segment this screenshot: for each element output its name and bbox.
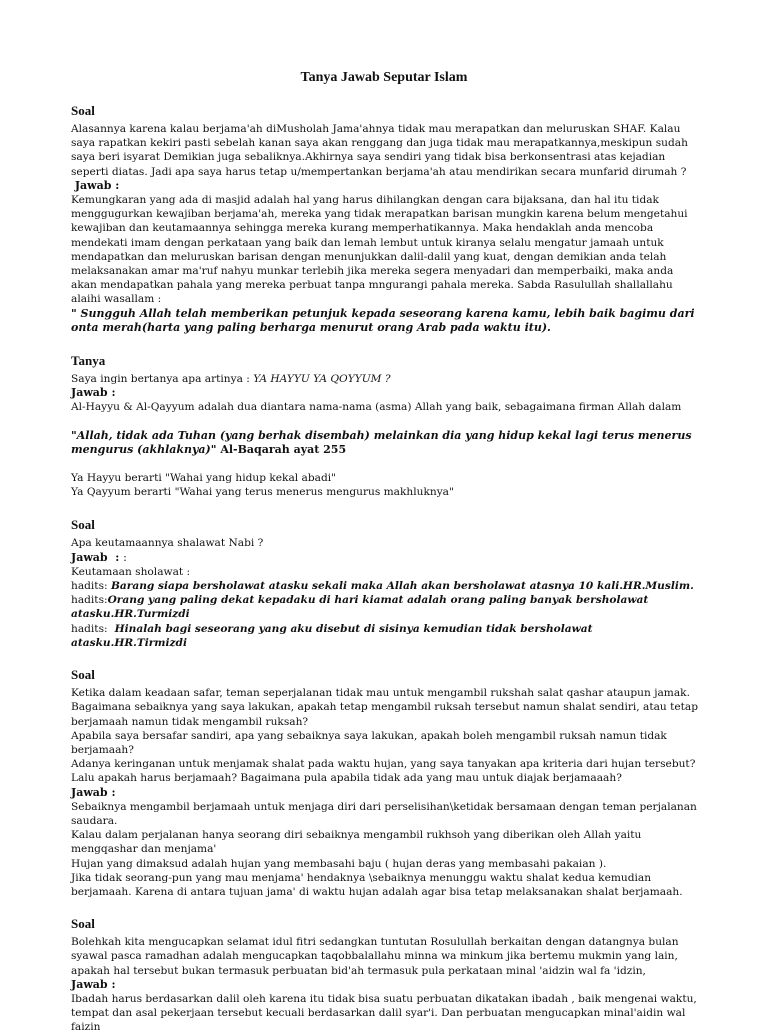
- hadith-item: [71, 579, 701, 593]
- quote-text: "Allah, tidak ada Tuhan (yang berhak disembah) melainkan dia yang hidup kekal lagi terus menerus mengurus (akhlaknya)": [71, 428, 692, 456]
- qa-section-5: [71, 915, 701, 1034]
- quran-quote: [71, 429, 701, 457]
- question-line-4: Adanya keringanan untuk menjamak shalat pada waktu hujan, yang saya tanyakan apa kriteria dari hujan tersebut?: [71, 758, 696, 771]
- question-line-1: Ketika dalam keadaan safar, teman seperjalanan tidak mau untuk mengambil rukshah salat qashar ataupun jamak.: [71, 687, 690, 700]
- qa-section-1: [71, 102, 701, 335]
- answer-label-colon: :: [123, 550, 127, 564]
- question-line-2: Bagaimana sebaiknya yang saya lakukan, apakah tetap mengambil ruksah tersebut namun shalat sendiri, atau tetap berjamaah namun tidak mengambil ruksah?: [71, 701, 699, 728]
- question-line-3: Apabila saya bersafar sandiri, apa yang sebaiknya saya lakukan, apakah boleh mengambil ruksah namun tidak berjamaah?: [71, 729, 667, 756]
- question-text: Bolehkah kita mengucapkan selamat idul fitri sedangkan tuntutan Rosulullah berkaitan dengan datangnya bulan syawal pasca ramadhan adalah mengucapkan taqobbalallahu minna wa minkum jika bertemu mukmin yang lain, apakah hal tersebut bukan termasuk perbuatan bid'ah termasuk pula perkataan minal 'aidzin wal fa 'idzin,: [71, 936, 679, 977]
- qa-section-4: [71, 666, 701, 899]
- answer-line-4: Jika tidak seorang-pun yang mau menjama' hendaknya \sebaiknya menunggu waktu shalat kedua kemudian berjamaah. Karena di antara tujuan jama' di waktu hujan adalah agar bisa tetap melaksanakan shalat berjamaah.: [71, 871, 683, 898]
- answer-label: Jawab :: [71, 386, 116, 400]
- answer-line-3: Hujan yang dimaksud adalah hujan yang membasahi baju ( hujan deras yang membasahi pakaian ).: [71, 857, 607, 870]
- hadith-label: hadits:: [71, 594, 108, 607]
- question-text: [71, 372, 701, 386]
- hadith-text: Barang siapa bersholawat atasku sekali maka Allah akan bersholawat atasnya 10 kali.HR.Muslim.: [110, 580, 694, 593]
- answer-label: Jawab :: [71, 178, 120, 192]
- hadith-label: hadits:: [71, 580, 111, 593]
- qa-section-2: [71, 352, 701, 499]
- answer-line-2: Kalau dalam perjalanan hanya seorang diri sebaiknya mengambil rukhsoh yang diberikan oleh Allah yaitu mengqashar dan menjama': [71, 829, 642, 856]
- quote-reference: Al-Baqarah ayat 255: [216, 442, 347, 456]
- section-heading: Soal: [71, 916, 95, 932]
- hadith-text: Hinalah bagi seseorang yang aku disebut di sisinya kemudian tidak bersholawat atasku.HR.Tirmizdi: [71, 622, 593, 649]
- question-prefix: Saya ingin bertanya apa artinya :: [71, 373, 254, 386]
- hadith-text: Orang yang paling dekat kepadaku di hari kiamat adalah orang paling banyak bersholawat atasku.HR.Turmizdi: [71, 594, 649, 621]
- answer-label: [71, 551, 701, 565]
- answer-text: Kemungkaran yang ada di masjid adalah hal yang harus dihilangkan dengan cara bijaksana, dan hal itu tidak menggugurkan kewajiban berjama'ah, mereka yang tidak merapatkan barisan mungkin karena belum mengetahui kewajiban dan keutamaannya sehingga mereka kurang memperhatikannya. Maka hendaklah anda mencoba mendekati imam dengan perkataan yang baik dan lemah lembut untuk kiranya selalu mengatur jamaah untuk mendapatkan dan meluruskan barisan dengan menunjukkan dalil-dalil yang kuat, dengan demikian anda telah melaksanakan amar ma'ruf nahyu munkar terlebih jika mereka segera menyadari dan memperbaiki, maka anda akan mendapatkan pahala yang mereka perbuat tanpa mngurangi pahala mereka. Sabda Rasulullah shallallahu alaihi wasallam :: [71, 194, 688, 306]
- answer-line-1: Sebaiknya mengambil berjamaah untuk menjaga diri dari perselisihan\ketidak bersamaan dengan teman perjalanan saudara.: [71, 800, 697, 827]
- section-heading: Soal: [71, 103, 95, 118]
- meaning-line-1: Ya Hayyu berarti "Wahai yang hidup kekal abadi": [71, 472, 336, 485]
- question-line-5: Lalu apakah harus berjamaah? Bagaimana pula apabila tidak ada yang mau untuk diajak berjamaaah?: [71, 772, 622, 785]
- answer-label: Jawab :: [71, 977, 116, 991]
- question-text: Apa keutamaannya shalawat Nabi ?: [71, 537, 264, 550]
- hadith-quote: " Sungguh Allah telah memberikan petunjuk kepada seseorang karena kamu, lebih baik bagimu dari onta merah(harta yang paling berharga menurut orang Arab pada waktu itu).: [71, 306, 695, 334]
- hadith-item: [71, 593, 701, 621]
- intro-text: Keutamaan sholawat :: [71, 565, 191, 578]
- section-heading: Soal: [71, 667, 95, 683]
- section-heading: Tanya: [71, 353, 106, 369]
- question-text: Alasannya karena kalau berjama'ah diMusholah Jama'ahnya tidak mau merapatkan dan meluruskan SHAF. Kalau saya rapatkan kekiri pasti sebelah kanan saya akan renggang dan juga tidak mau merapatkannya,meskipun sudah saya beri isyarat Demikian juga sebaliknya.Akhirnya saya sendiri yang tidak bisa berkonsentrasi atas kejadian seperti diatas. Jadi apa saya harus tetap u/mempertankan berjama'ah atau mendirikan secara munfarid dirumah ?: [71, 123, 688, 178]
- hadith-label: hadits:: [71, 622, 111, 635]
- answer-text: Al-Hayyu & Al-Qayyum adalah dua diantara nama-nama (asma) Allah yang baik, sebagaimana firman Allah dalam: [71, 401, 682, 414]
- meaning-line-2: Ya Qayyum berarti "Wahai yang terus menerus mengurus makhluknya": [71, 486, 454, 499]
- hadith-item: [71, 622, 701, 650]
- question-italic: YA HAYYU YA QOYYUM ?: [253, 373, 391, 386]
- answer-label: Jawab :: [71, 785, 116, 799]
- answer-text: Ibadah harus berdasarkan dalil oleh karena itu tidak bisa suatu perbuatan dikatakan ibadah , baik mengenai waktu, tempat dan asal pekerjaan tersebut kecuali berdasarkan dalil syar'i. Dan perbuatan mengucapkan minal'aidin wal faizin: [71, 992, 697, 1034]
- document-title: Tanya Jawab Seputar Islam: [300, 70, 468, 85]
- document-body: [71, 102, 701, 1035]
- answer-label-text: Jawab :: [71, 550, 124, 564]
- qa-section-3: [71, 516, 701, 650]
- section-heading: Soal: [71, 517, 95, 533]
